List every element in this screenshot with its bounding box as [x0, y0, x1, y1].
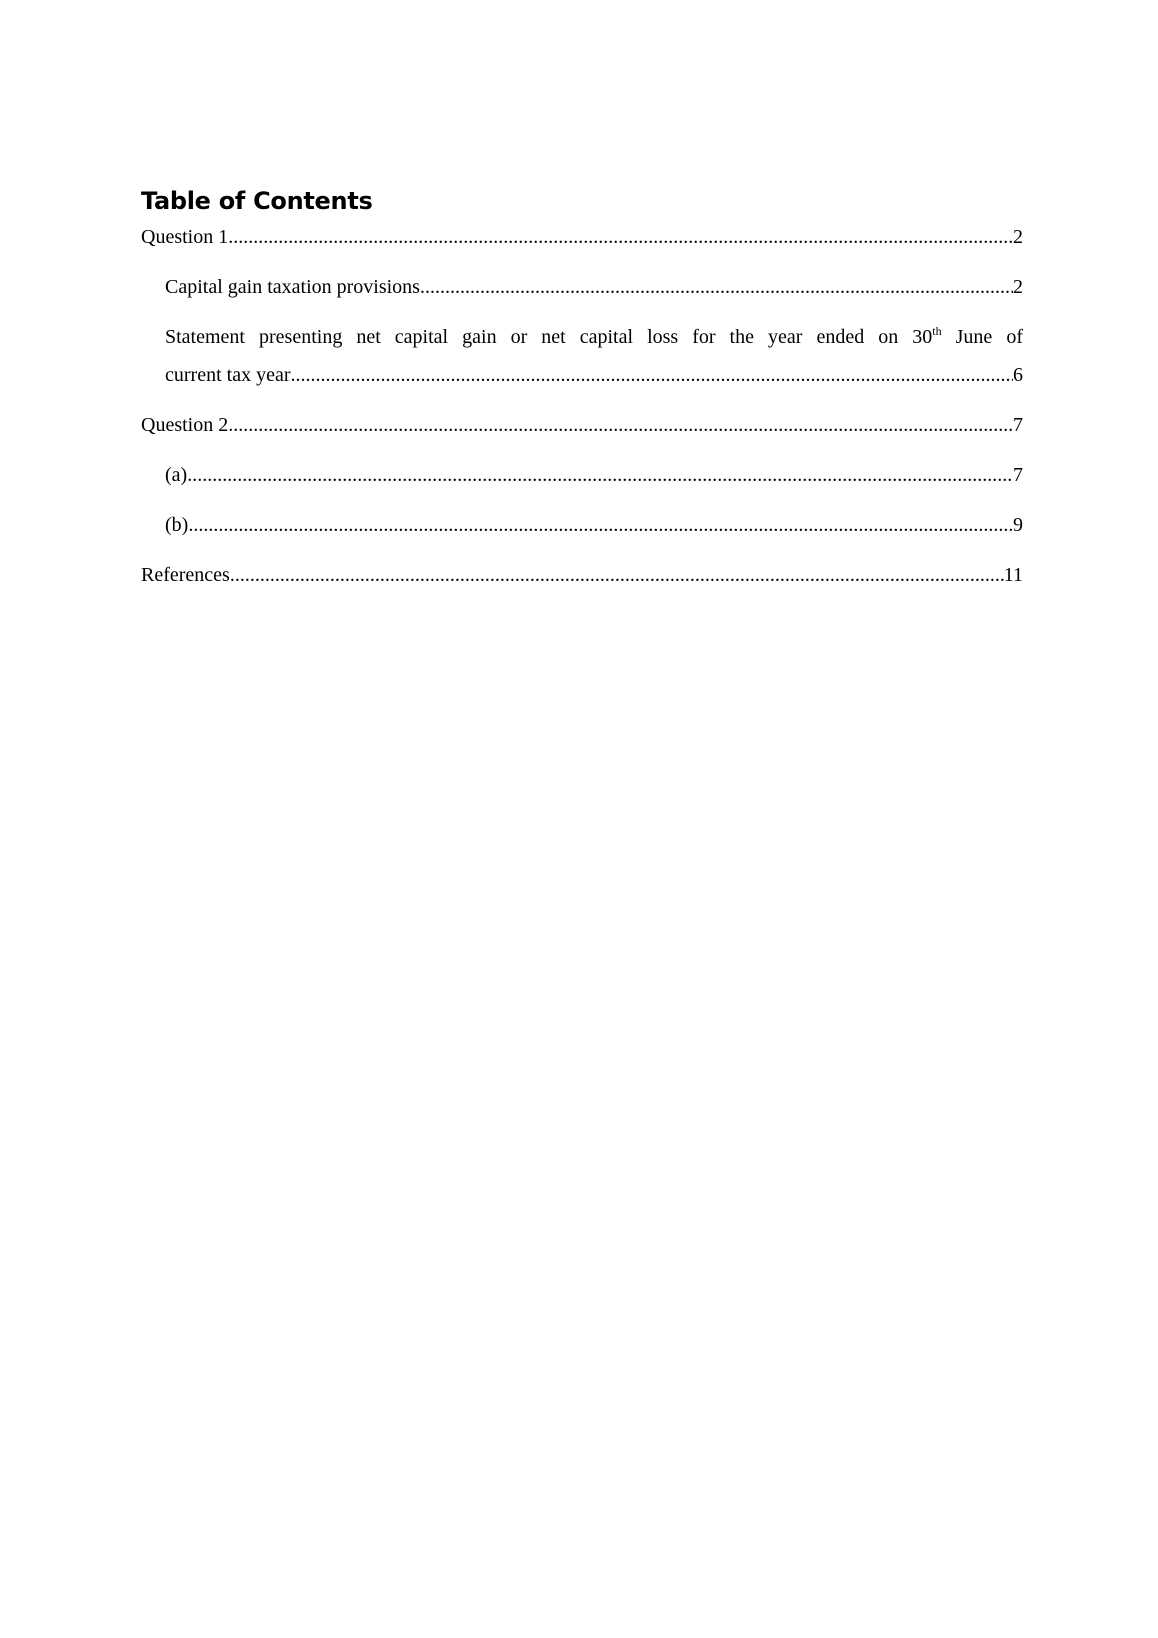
toc-leader-dots — [188, 506, 1013, 544]
toc-entry-page: 2 — [1013, 276, 1023, 298]
toc-entry-statement-net-capital[interactable] — [141, 318, 1023, 394]
toc-entry-label: Question 2 — [141, 414, 229, 436]
toc-entry-question-1[interactable] — [141, 218, 1023, 256]
toc-title: Table of Contents — [141, 187, 373, 215]
toc-entry-page: 9 — [1013, 514, 1023, 536]
toc-leader-dots — [228, 218, 1013, 256]
toc-list — [141, 218, 1023, 594]
toc-entry-page: 11 — [1003, 564, 1023, 586]
toc-leader-dots — [420, 268, 1013, 306]
toc-entry-page: 2 — [1013, 226, 1023, 248]
toc-entry-capital-gain-provisions[interactable] — [141, 268, 1023, 306]
toc-leader-dots — [228, 406, 1013, 444]
toc-entry-label-line2 — [165, 356, 1023, 394]
toc-entry-question-2[interactable] — [141, 406, 1023, 444]
toc-leader-dots — [187, 456, 1013, 494]
toc-entry-label: Capital gain taxation provisions — [165, 276, 420, 298]
toc-entry-label-text: June of — [941, 326, 1023, 348]
toc-entry-label-text: current tax year — [165, 364, 291, 386]
toc-leader-dots — [230, 556, 1004, 594]
toc-entry-label: References — [141, 564, 230, 586]
toc-entry-label-superscript: th — [932, 324, 942, 338]
toc-entry-part-b[interactable] — [141, 506, 1023, 544]
toc-entry-label-line1 — [165, 318, 1023, 356]
toc-entry-label: (b) — [165, 514, 189, 536]
toc-entry-label: (a) — [165, 464, 188, 486]
toc-entry-references[interactable] — [141, 556, 1023, 594]
toc-entry-page: 7 — [1013, 414, 1023, 436]
toc-entry-label: Question 1 — [141, 226, 229, 248]
toc-entry-part-a[interactable] — [141, 456, 1023, 494]
document-page — [141, 186, 1023, 594]
toc-leader-dots — [290, 356, 1013, 394]
toc-entry-label-text: Statement presenting net capital gain or net capital loss for the year ended on 30 — [165, 326, 933, 348]
toc-entry-page: 7 — [1013, 464, 1023, 486]
toc-entry-page: 6 — [1013, 364, 1023, 386]
